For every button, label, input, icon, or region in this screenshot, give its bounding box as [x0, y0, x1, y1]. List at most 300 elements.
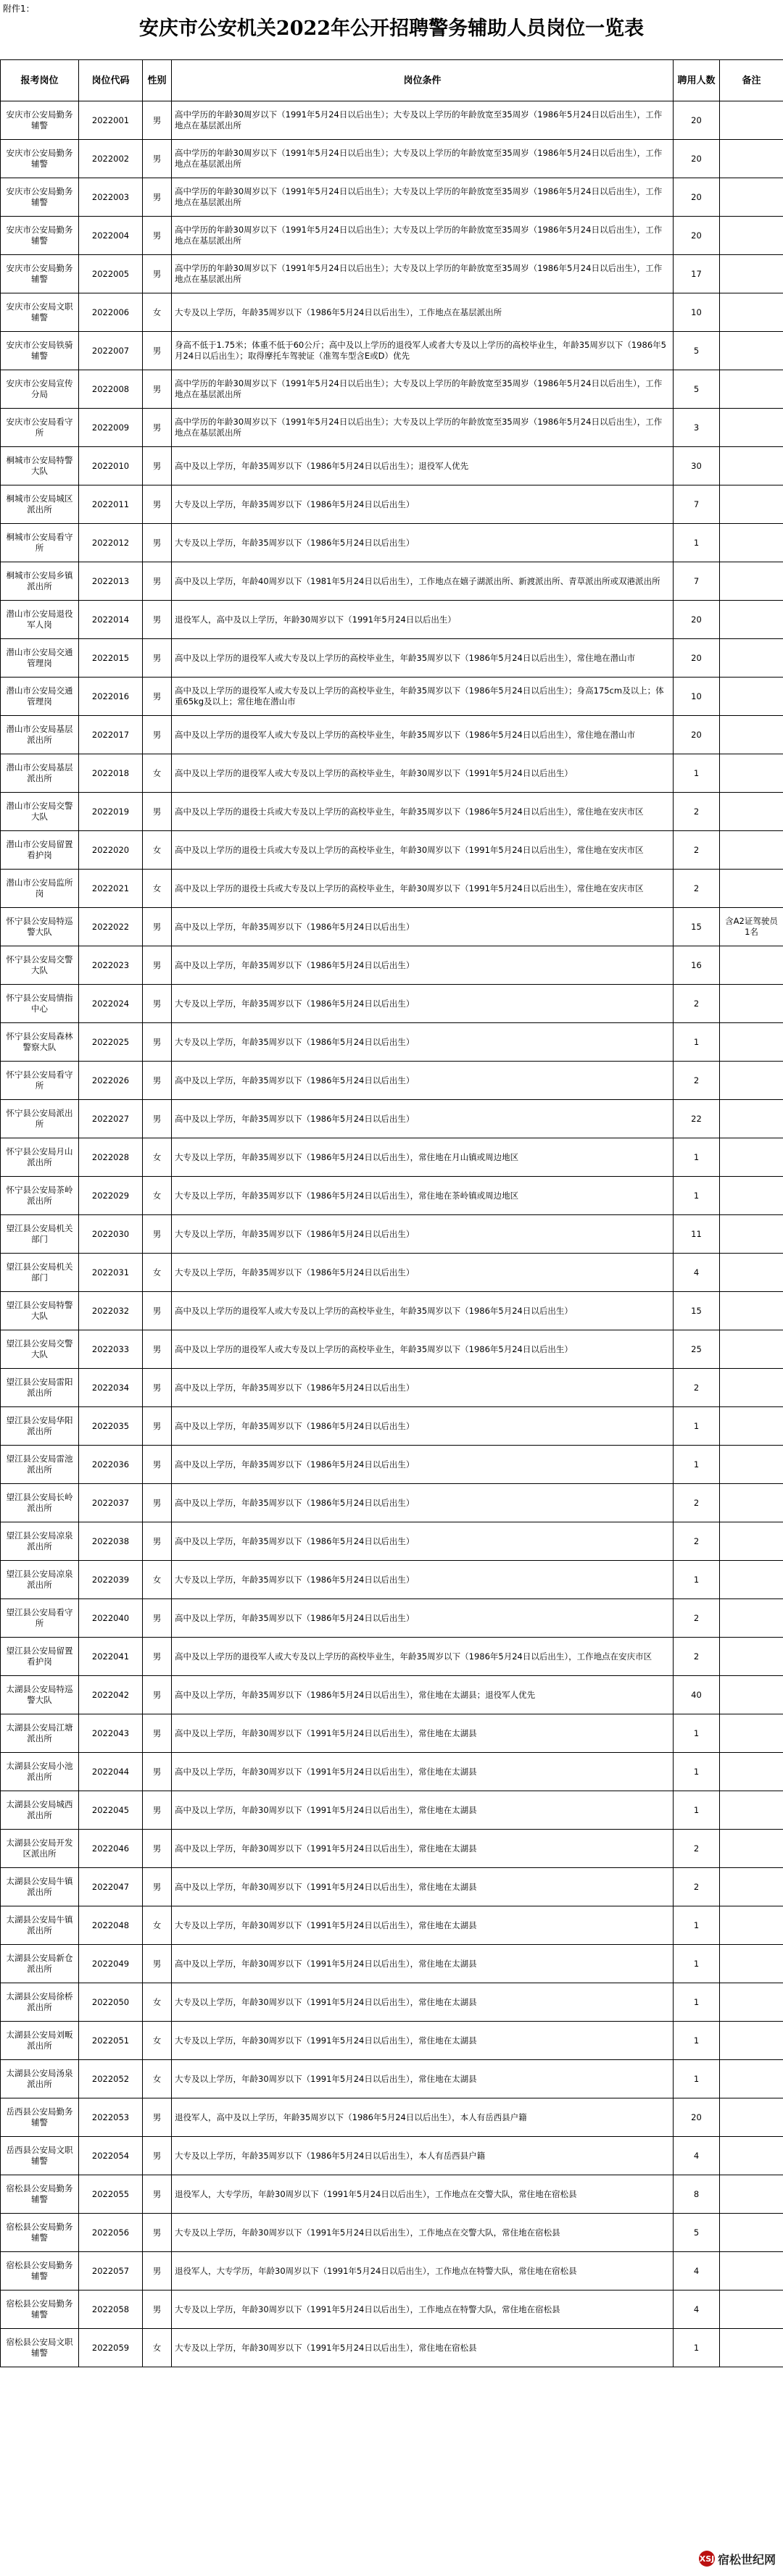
table-row: [1, 1522, 783, 1561]
cell-gender: 女: [143, 1177, 172, 1215]
cell-code: 2022022: [79, 908, 143, 946]
cell-code: 2022032: [79, 1292, 143, 1330]
cell-count: 20: [674, 601, 720, 639]
cell-post: 安庆市公安局宣传分局: [1, 370, 79, 409]
table-row: [1, 1100, 783, 1138]
cell-gender: 女: [143, 293, 172, 332]
table-row: [1, 1138, 783, 1177]
table-header-row: [1, 60, 783, 101]
cell-code: 2022043: [79, 1714, 143, 1753]
cell-note: [720, 370, 783, 409]
cell-gender: 男: [143, 1945, 172, 1983]
table-row: [1, 1215, 783, 1254]
cell-count: 8: [674, 2175, 720, 2214]
cell-post: 安庆市公安局勤务辅警: [1, 140, 79, 178]
cell-gender: 男: [143, 946, 172, 985]
cell-gender: 男: [143, 1484, 172, 1522]
table-row: [1, 2022, 783, 2060]
cell-code: 2022047: [79, 1868, 143, 1906]
cell-code: 2022017: [79, 716, 143, 754]
cell-count: 2: [674, 870, 720, 908]
cell-code: 2022004: [79, 217, 143, 255]
cell-post: 怀宁县公安局交警大队: [1, 946, 79, 985]
cell-note: [720, 1407, 783, 1446]
cell-post: 太湖县公安局刘畈派出所: [1, 2022, 79, 2060]
cell-note: [720, 2060, 783, 2098]
cell-count: 2: [674, 1369, 720, 1407]
cell-gender: 男: [143, 562, 172, 601]
cell-gender: 女: [143, 831, 172, 870]
cell-post: 潜山市公安局基层派出所: [1, 716, 79, 754]
cell-code: 2022020: [79, 831, 143, 870]
cell-conditions: 高中及以上学历，年龄35周岁以下（1986年5月24日以后出生）: [172, 1407, 674, 1446]
table-row: [1, 1561, 783, 1599]
cell-code: 2022023: [79, 946, 143, 985]
cell-count: 7: [674, 562, 720, 601]
cell-count: 15: [674, 908, 720, 946]
cell-gender: 男: [143, 1062, 172, 1100]
cell-count: 10: [674, 678, 720, 716]
cell-conditions: 大专及以上学历，年龄35周岁以下（1986年5月24日以后出生）: [172, 485, 674, 524]
table-row: [1, 409, 783, 447]
cell-code: 2022042: [79, 1676, 143, 1714]
table-row: [1, 217, 783, 255]
cell-gender: 男: [143, 178, 172, 217]
cell-conditions: 大专及以上学历，年龄35周岁以下（1986年5月24日以后出生），常住地在茶岭镇或周边地区: [172, 1177, 674, 1215]
cell-count: 4: [674, 2137, 720, 2175]
cell-note: [720, 178, 783, 217]
cell-post: 望江县公安局特警大队: [1, 1292, 79, 1330]
cell-conditions: 退役军人，大专学历，年龄30周岁以下（1991年5月24日以后出生），工作地点在特警大队，常住地在宿松县: [172, 2252, 674, 2291]
cell-gender: 男: [143, 908, 172, 946]
cell-count: 10: [674, 293, 720, 332]
table-row: [1, 870, 783, 908]
cell-code: 2022003: [79, 178, 143, 217]
cell-conditions: 高中及以上学历的退役军人或大专及以上学历的高校毕业生，年龄35周岁以下（1986年5月24日以后出生）；身高175cm及以上；体重65kg及以上；常住地在潜山市: [172, 678, 674, 716]
cell-count: 20: [674, 140, 720, 178]
cell-post: 太湖县公安局徐桥派出所: [1, 1983, 79, 2022]
cell-count: 20: [674, 217, 720, 255]
recruitment-table: [0, 59, 783, 2367]
cell-post: 望江县公安局机关部门: [1, 1254, 79, 1292]
cell-gender: 男: [143, 447, 172, 485]
cell-note: [720, 1292, 783, 1330]
col-header-note: 备注: [720, 60, 783, 101]
cell-post: 岳西县公安局文职辅警: [1, 2137, 79, 2175]
page-title: 安庆市公安机关2022年公开招聘警务辅助人员岗位一览表: [138, 17, 645, 40]
table-row: [1, 1177, 783, 1215]
cell-conditions: 高中及以上学历，年龄30周岁以下（1991年5月24日以后出生），常住地在太湖县: [172, 1753, 674, 1791]
cell-count: 1: [674, 1023, 720, 1062]
cell-conditions: 高中学历的年龄30周岁以下（1991年5月24日以后出生）；大专及以上学历的年龄放宽至35周岁（1986年5月24日以后出生），工作地点在基层派出所: [172, 217, 674, 255]
cell-note: [720, 601, 783, 639]
cell-note: [720, 1100, 783, 1138]
cell-code: 2022008: [79, 370, 143, 409]
table-row: [1, 831, 783, 870]
cell-count: 1: [674, 1983, 720, 2022]
cell-conditions: 高中及以上学历，年龄30周岁以下（1991年5月24日以后出生），常住地在太湖县: [172, 1791, 674, 1830]
cell-note: [720, 1906, 783, 1945]
cell-gender: 男: [143, 1638, 172, 1676]
cell-count: 1: [674, 1906, 720, 1945]
cell-conditions: 高中学历的年龄30周岁以下（1991年5月24日以后出生）；大专及以上学历的年龄放宽至35周岁（1986年5月24日以后出生），工作地点在基层派出所: [172, 409, 674, 447]
cell-post: 怀宁县公安局森林警察大队: [1, 1023, 79, 1062]
cell-note: [720, 485, 783, 524]
cell-note: [720, 524, 783, 562]
cell-conditions: 退役军人，大专学历，年龄30周岁以下（1991年5月24日以后出生），工作地点在交警大队，常住地在宿松县: [172, 2175, 674, 2214]
cell-gender: 男: [143, 1753, 172, 1791]
col-header-gender: 性别: [143, 60, 172, 101]
cell-note: [720, 793, 783, 831]
cell-gender: 男: [143, 409, 172, 447]
cell-conditions: 高中及以上学历的退役士兵或大专及以上学历的高校毕业生，年龄30周岁以下（1991年5月24日以后出生），常住地在安庆市区: [172, 831, 674, 870]
cell-post: 潜山市公安局交警大队: [1, 793, 79, 831]
cell-conditions: 大专及以上学历，年龄35周岁以下（1986年5月24日以后出生），常住地在月山镇或周边地区: [172, 1138, 674, 1177]
table-row: [1, 1868, 783, 1906]
cell-count: 20: [674, 2098, 720, 2137]
cell-count: 1: [674, 2329, 720, 2367]
cell-note: [720, 293, 783, 332]
cell-code: 2022007: [79, 332, 143, 370]
cell-post: 望江县公安局交警大队: [1, 1330, 79, 1369]
cell-code: 2022034: [79, 1369, 143, 1407]
cell-conditions: 高中及以上学历，年龄30周岁以下（1991年5月24日以后出生），常住地在太湖县: [172, 1945, 674, 1983]
cell-post: 望江县公安局雷池派出所: [1, 1446, 79, 1484]
cell-note: [720, 2022, 783, 2060]
watermark-logo-icon: XSJ: [699, 2551, 715, 2567]
cell-code: 2022018: [79, 754, 143, 793]
cell-post: 太湖县公安局城西派出所: [1, 1791, 79, 1830]
cell-gender: 男: [143, 2291, 172, 2329]
table-row: [1, 1369, 783, 1407]
cell-post: 安庆市公安局勤务辅警: [1, 101, 79, 140]
cell-note: [720, 1062, 783, 1100]
table-row: [1, 562, 783, 601]
cell-count: 16: [674, 946, 720, 985]
cell-code: 2022056: [79, 2214, 143, 2252]
table-row: [1, 101, 783, 140]
table-row: [1, 1945, 783, 1983]
cell-conditions: 大专及以上学历，年龄30周岁以下（1991年5月24日以后出生），工作地点在特警大队，常住地在宿松县: [172, 2291, 674, 2329]
cell-code: 2022041: [79, 1638, 143, 1676]
cell-count: 5: [674, 370, 720, 409]
cell-post: 潜山市公安局基层派出所: [1, 754, 79, 793]
cell-gender: 男: [143, 1023, 172, 1062]
cell-count: 2: [674, 831, 720, 870]
cell-note: [720, 1561, 783, 1599]
cell-gender: 男: [143, 1215, 172, 1254]
table-row: [1, 370, 783, 409]
cell-note: [720, 1638, 783, 1676]
cell-count: 2: [674, 1830, 720, 1868]
cell-post: 太湖县公安局小池派出所: [1, 1753, 79, 1791]
cell-note: [720, 1945, 783, 1983]
cell-post: 安庆市公安局文职辅警: [1, 293, 79, 332]
cell-note: [720, 1254, 783, 1292]
cell-code: 2022048: [79, 1906, 143, 1945]
cell-code: 2022016: [79, 678, 143, 716]
table-row: [1, 716, 783, 754]
cell-note: [720, 1446, 783, 1484]
cell-post: 太湖县公安局汤泉派出所: [1, 2060, 79, 2098]
cell-conditions: 高中及以上学历，年龄35周岁以下（1986年5月24日以后出生）: [172, 908, 674, 946]
cell-conditions: 身高不低于1.75米；体重不低于60公斤；高中及以上学历的退役军人或者大专及以上学历的高校毕业生，年龄35周岁以下（1986年5月24日以后出生）；取得摩托车驾驶证（准驾车型含E或D）优先: [172, 332, 674, 370]
cell-gender: 女: [143, 1983, 172, 2022]
cell-gender: 男: [143, 2098, 172, 2137]
cell-code: 2022054: [79, 2137, 143, 2175]
cell-conditions: 退役军人，高中及以上学历，年龄30周岁以下（1991年5月24日以后出生）: [172, 601, 674, 639]
cell-gender: 男: [143, 1369, 172, 1407]
cell-gender: 女: [143, 2022, 172, 2060]
cell-count: 30: [674, 447, 720, 485]
table-row: [1, 754, 783, 793]
table-row: [1, 2060, 783, 2098]
cell-gender: 男: [143, 2137, 172, 2175]
cell-note: [720, 716, 783, 754]
cell-conditions: 大专及以上学历，年龄30周岁以下（1991年5月24日以后出生），常住地在太湖县: [172, 2022, 674, 2060]
cell-note: [720, 1830, 783, 1868]
cell-count: 5: [674, 2214, 720, 2252]
cell-post: 望江县公安局机关部门: [1, 1215, 79, 1254]
cell-code: 2022005: [79, 255, 143, 293]
cell-conditions: 大专及以上学历，年龄35周岁以下（1986年5月24日以后出生），工作地点在基层派出所: [172, 293, 674, 332]
table-row: [1, 1484, 783, 1522]
cell-count: 20: [674, 716, 720, 754]
cell-gender: 男: [143, 985, 172, 1023]
cell-note: [720, 447, 783, 485]
cell-conditions: 高中及以上学历的退役军人或大专及以上学历的高校毕业生，年龄35周岁以下（1986年5月24日以后出生），常住地在潜山市: [172, 716, 674, 754]
cell-note: [720, 2137, 783, 2175]
cell-count: 2: [674, 985, 720, 1023]
cell-count: 2: [674, 1484, 720, 1522]
col-header-code: 岗位代码: [79, 60, 143, 101]
cell-conditions: 高中学历的年龄30周岁以下（1991年5月24日以后出生）；大专及以上学历的年龄放宽至35周岁（1986年5月24日以后出生），工作地点在基层派出所: [172, 140, 674, 178]
cell-note: [720, 1868, 783, 1906]
col-header-conditions: 岗位条件: [172, 60, 674, 101]
cell-count: 15: [674, 1292, 720, 1330]
cell-post: 潜山市公安局交通管理岗: [1, 639, 79, 678]
cell-note: [720, 2252, 783, 2291]
cell-gender: 男: [143, 485, 172, 524]
cell-note: [720, 985, 783, 1023]
table-row: [1, 2291, 783, 2329]
cell-note: [720, 639, 783, 678]
table-row: [1, 1676, 783, 1714]
cell-note: [720, 1215, 783, 1254]
cell-note: [720, 1023, 783, 1062]
cell-code: 2022006: [79, 293, 143, 332]
cell-count: 1: [674, 1561, 720, 1599]
cell-count: 1: [674, 1407, 720, 1446]
cell-post: 望江县公安局华阳派出所: [1, 1407, 79, 1446]
cell-conditions: 大专及以上学历，年龄30周岁以下（1991年5月24日以后出生），常住地在太湖县: [172, 1983, 674, 2022]
cell-code: 2022044: [79, 1753, 143, 1791]
cell-note: [720, 946, 783, 985]
cell-gender: 男: [143, 524, 172, 562]
cell-post: 潜山市公安局监所岗: [1, 870, 79, 908]
cell-post: 桐城市公安局乡镇派出所: [1, 562, 79, 601]
cell-count: 7: [674, 485, 720, 524]
cell-post: 宿松县公安局文职辅警: [1, 2329, 79, 2367]
cell-post: 怀宁县公安局派出所: [1, 1100, 79, 1138]
cell-post: 怀宁县公安局茶岭派出所: [1, 1177, 79, 1215]
watermark: [696, 2546, 779, 2572]
cell-conditions: 高中及以上学历的退役军人或大专及以上学历的高校毕业生，年龄35周岁以下（1986年5月24日以后出生）: [172, 1330, 674, 1369]
cell-gender: 男: [143, 1330, 172, 1369]
cell-count: 4: [674, 2291, 720, 2329]
table-row: [1, 601, 783, 639]
cell-conditions: 退役军人，高中及以上学历，年龄35周岁以下（1986年5月24日以后出生），本人有岳西县户籍: [172, 2098, 674, 2137]
cell-code: 2022013: [79, 562, 143, 601]
cell-note: [720, 2329, 783, 2367]
cell-note: [720, 1599, 783, 1638]
cell-post: 望江县公安局留置看护岗: [1, 1638, 79, 1676]
cell-conditions: 大专及以上学历，年龄35周岁以下（1986年5月24日以后出生）: [172, 985, 674, 1023]
cell-count: 2: [674, 793, 720, 831]
cell-code: 2022038: [79, 1522, 143, 1561]
cell-conditions: 高中及以上学历的退役军人或大专及以上学历的高校毕业生，年龄35周岁以下（1986年5月24日以后出生），常住地在潜山市: [172, 639, 674, 678]
cell-conditions: 大专及以上学历，年龄35周岁以下（1986年5月24日以后出生）: [172, 1561, 674, 1599]
cell-gender: 男: [143, 1292, 172, 1330]
table-row: [1, 1599, 783, 1638]
cell-note: [720, 2214, 783, 2252]
cell-code: 2022028: [79, 1138, 143, 1177]
cell-note: [720, 1522, 783, 1561]
cell-note: [720, 217, 783, 255]
cell-conditions: 高中及以上学历，年龄35周岁以下（1986年5月24日以后出生）: [172, 1369, 674, 1407]
table-row: [1, 1714, 783, 1753]
table-row: [1, 140, 783, 178]
cell-conditions: 高中及以上学历的退役军人或大专及以上学历的高校毕业生，年龄35周岁以下（1986年5月24日以后出生），工作地点在安庆市区: [172, 1638, 674, 1676]
cell-code: 2022002: [79, 140, 143, 178]
cell-gender: 男: [143, 1100, 172, 1138]
cell-code: 2022024: [79, 985, 143, 1023]
table-row: [1, 2214, 783, 2252]
cell-code: 2022025: [79, 1023, 143, 1062]
cell-count: 20: [674, 639, 720, 678]
cell-note: [720, 332, 783, 370]
cell-code: 2022052: [79, 2060, 143, 2098]
cell-post: 太湖县公安局开发区派出所: [1, 1830, 79, 1868]
cell-code: 2022011: [79, 485, 143, 524]
cell-code: 2022050: [79, 1983, 143, 2022]
cell-code: 2022039: [79, 1561, 143, 1599]
cell-code: 2022019: [79, 793, 143, 831]
cell-code: 2022033: [79, 1330, 143, 1369]
cell-code: 2022026: [79, 1062, 143, 1100]
cell-post: 望江县公安局凉泉派出所: [1, 1522, 79, 1561]
cell-count: 1: [674, 754, 720, 793]
cell-gender: 男: [143, 601, 172, 639]
cell-code: 2022057: [79, 2252, 143, 2291]
cell-gender: 男: [143, 1830, 172, 1868]
cell-conditions: 大专及以上学历，年龄30周岁以下（1991年5月24日以后出生），工作地点在交警大队，常住地在宿松县: [172, 2214, 674, 2252]
cell-conditions: 高中及以上学历，年龄35周岁以下（1986年5月24日以后出生），常住地在太湖县；退役军人优先: [172, 1676, 674, 1714]
table-row: [1, 1638, 783, 1676]
cell-note: [720, 2291, 783, 2329]
cell-post: 望江县公安局雷阳派出所: [1, 1369, 79, 1407]
cell-gender: 女: [143, 870, 172, 908]
table-body: [1, 101, 783, 2367]
cell-gender: 男: [143, 1407, 172, 1446]
table-row: [1, 332, 783, 370]
cell-post: 宿松县公安局勤务辅警: [1, 2214, 79, 2252]
cell-conditions: 大专及以上学历，年龄35周岁以下（1986年5月24日以后出生）: [172, 1254, 674, 1292]
cell-post: 宿松县公安局勤务辅警: [1, 2291, 79, 2329]
cell-gender: 男: [143, 2252, 172, 2291]
cell-gender: 男: [143, 716, 172, 754]
cell-post: 怀宁县公安局情指中心: [1, 985, 79, 1023]
cell-post: 太湖县公安局新仓派出所: [1, 1945, 79, 1983]
table-row: [1, 1753, 783, 1791]
cell-code: 2022021: [79, 870, 143, 908]
cell-gender: 男: [143, 678, 172, 716]
table-row: [1, 1791, 783, 1830]
cell-conditions: 高中及以上学历，年龄35周岁以下（1986年5月24日以后出生）: [172, 1062, 674, 1100]
cell-note: [720, 1753, 783, 1791]
cell-gender: 男: [143, 255, 172, 293]
cell-post: 望江县公安局看守所: [1, 1599, 79, 1638]
table-row: [1, 793, 783, 831]
cell-code: 2022029: [79, 1177, 143, 1215]
table-row: [1, 2252, 783, 2291]
cell-gender: 男: [143, 793, 172, 831]
cell-post: 望江县公安局长岭派出所: [1, 1484, 79, 1522]
table-row: [1, 1983, 783, 2022]
cell-note: [720, 1983, 783, 2022]
cell-note: [720, 1369, 783, 1407]
cell-code: 2022040: [79, 1599, 143, 1638]
cell-post: 安庆市公安局铁骑辅警: [1, 332, 79, 370]
cell-conditions: 大专及以上学历，年龄35周岁以下（1986年5月24日以后出生）: [172, 1023, 674, 1062]
table-row: [1, 1906, 783, 1945]
cell-gender: 男: [143, 1714, 172, 1753]
table-row: [1, 255, 783, 293]
cell-post: 宿松县公安局勤务辅警: [1, 2175, 79, 2214]
cell-note: [720, 754, 783, 793]
cell-gender: 女: [143, 1254, 172, 1292]
cell-conditions: 高中及以上学历，年龄30周岁以下（1991年5月24日以后出生），常住地在太湖县: [172, 1868, 674, 1906]
cell-gender: 女: [143, 2060, 172, 2098]
table-row: [1, 1062, 783, 1100]
cell-count: 1: [674, 2060, 720, 2098]
cell-note: [720, 678, 783, 716]
cell-note: [720, 1484, 783, 1522]
cell-note: [720, 1791, 783, 1830]
cell-conditions: 高中学历的年龄30周岁以下（1991年5月24日以后出生）；大专及以上学历的年龄放宽至35周岁（1986年5月24日以后出生），工作地点在基层派出所: [172, 255, 674, 293]
cell-count: 1: [674, 1791, 720, 1830]
cell-conditions: 大专及以上学历，年龄35周岁以下（1986年5月24日以后出生）: [172, 1215, 674, 1254]
cell-conditions: 高中及以上学历，年龄35周岁以下（1986年5月24日以后出生）: [172, 1446, 674, 1484]
cell-count: 1: [674, 524, 720, 562]
table-row: [1, 946, 783, 985]
cell-code: 2022035: [79, 1407, 143, 1446]
cell-code: 2022045: [79, 1791, 143, 1830]
cell-note: [720, 870, 783, 908]
cell-conditions: 高中及以上学历的退役士兵或大专及以上学历的高校毕业生，年龄35周岁以下（1986年5月24日以后出生），常住地在安庆市区: [172, 793, 674, 831]
cell-conditions: 高中及以上学历，年龄35周岁以下（1986年5月24日以后出生）: [172, 1522, 674, 1561]
cell-count: 4: [674, 1254, 720, 1292]
table-row: [1, 1330, 783, 1369]
cell-count: 4: [674, 2252, 720, 2291]
cell-gender: 男: [143, 370, 172, 409]
table-row: [1, 1407, 783, 1446]
cell-conditions: 高中及以上学历，年龄35周岁以下（1986年5月24日以后出生）: [172, 1484, 674, 1522]
cell-gender: 男: [143, 101, 172, 140]
cell-gender: 男: [143, 1676, 172, 1714]
cell-conditions: 高中及以上学历，年龄40周岁以下（1981年5月24日以后出生），工作地点在嬉子湖派出所、新渡派出所、青草派出所或双港派出所: [172, 562, 674, 601]
table-row: [1, 2329, 783, 2367]
